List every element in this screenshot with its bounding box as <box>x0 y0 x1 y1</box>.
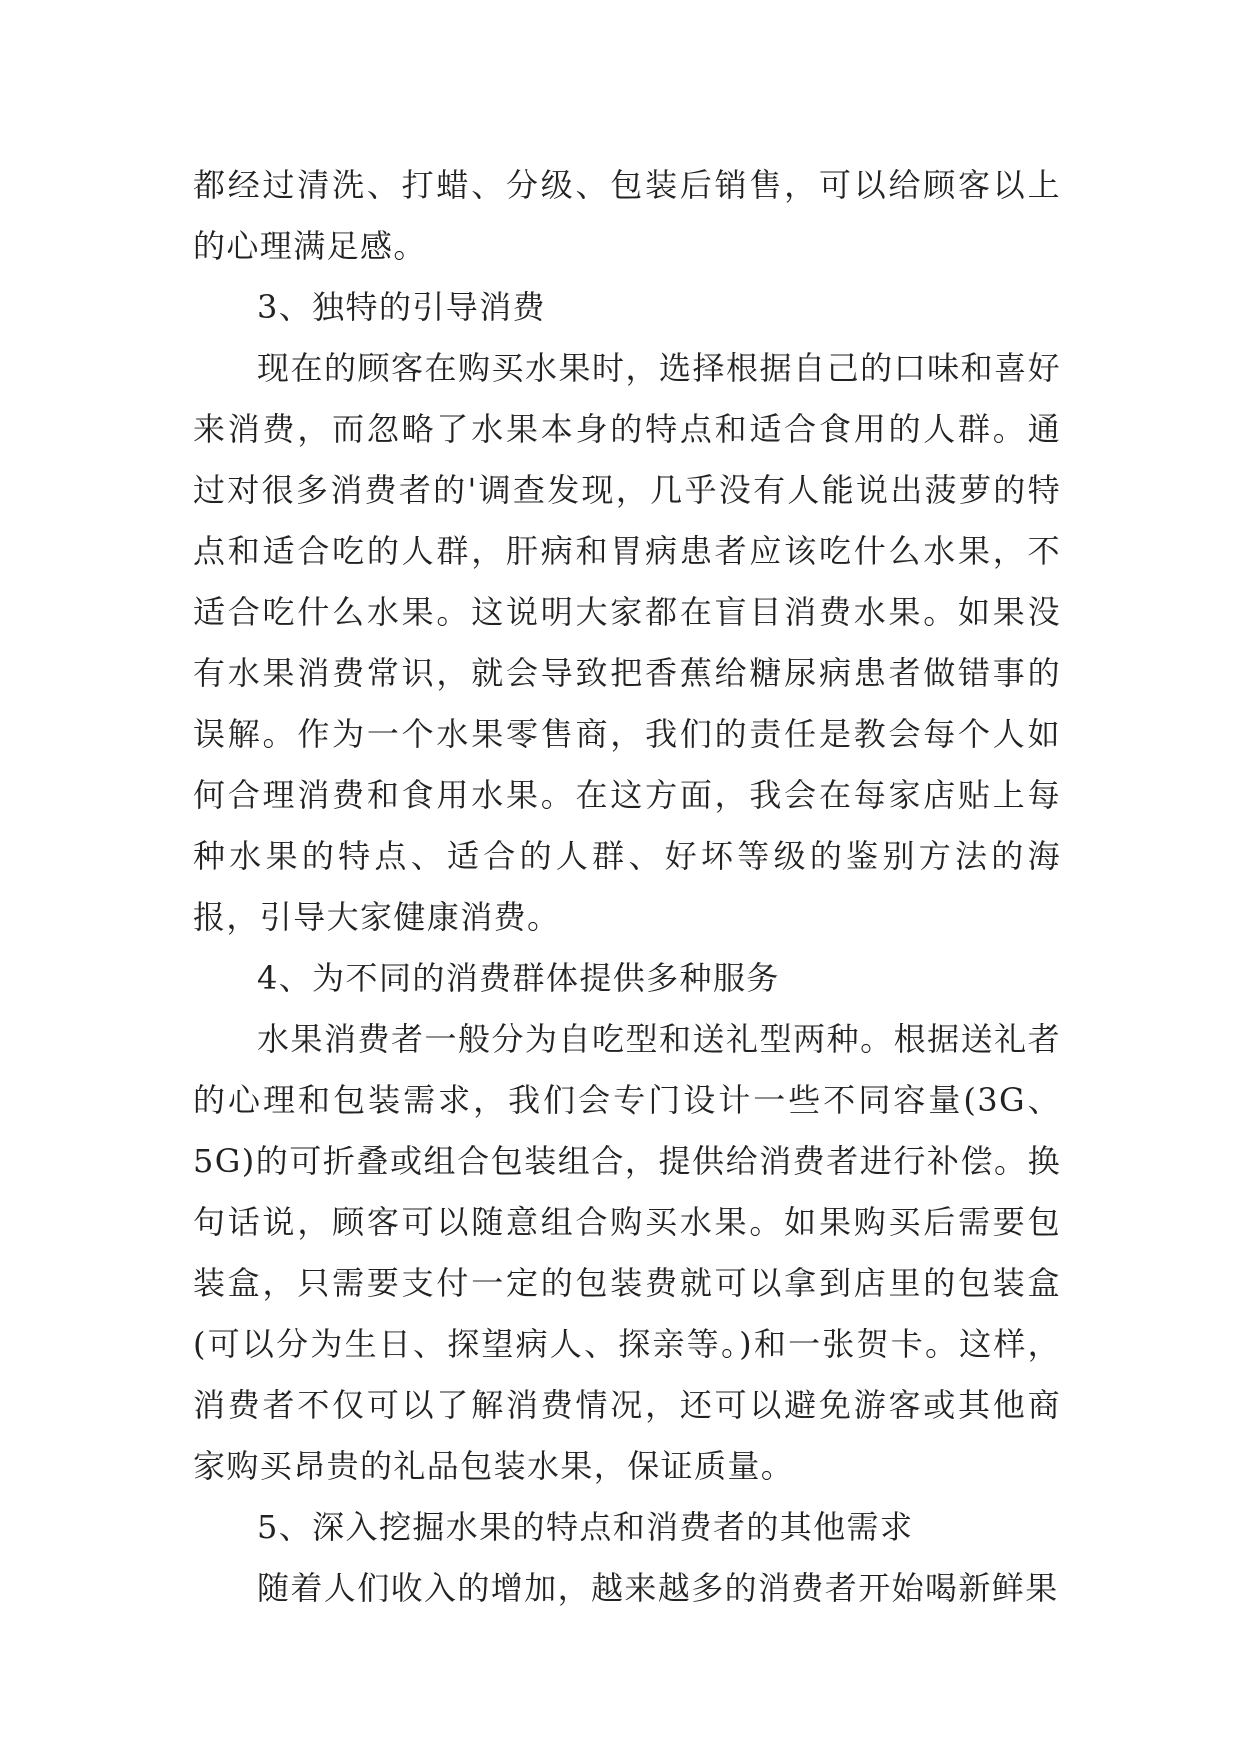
paragraph-guided-consumption: 现在的顾客在购买水果时，选择根据自己的口味和喜好来消费，而忽略了水果本身的特点和适合食用的人群。通过对很多消费者的'调查发现，几乎没有人能说出菠萝的特点和适合吃的人群，肝病和胃病患者应该吃什么水果，不适合吃什么水果。这说明大家都在盲目消费水果。如果没有水果消费常识，就会导致把香蕉给糖尿病患者做错事的误解。作为一个水果零售商，我们的责任是教会每个人如何合理消费和食用水果。在这方面，我会在每家店贴上每种水果的特点、适合的人群、好坏等级的鉴别方法的海报，引导大家健康消费。 <box>193 349 1061 936</box>
paragraph-fresh-juice: 随着人们收入的增加，越来越多的消费者开始喝新鲜果 <box>257 1569 1059 1607</box>
section-heading-3: 3、独特的引导消费 <box>257 288 546 326</box>
paragraph-continuation: 都经过清洗、打蜡、分级、包装后销售，可以给顾客以上的心理满足感。 <box>193 166 1061 265</box>
section-heading-4: 4、为不同的消费群体提供多种服务 <box>257 959 780 997</box>
paragraph-services: 水果消费者一般分为自吃型和送礼型两种。根据送礼者的心理和包装需求，我们会专门设计一些不同容量(3G、5G)的可折叠或组合包装组合，提供给消费者进行补偿。换句话说，顾客可以随意组合购买水果。如果购买后需要包装盒，只需要支付一定的包装费就可以拿到店里的包装盒(可以分为生日、探望病人、探亲等。)和一张贺卡。这样，消费者不仅可以了解消费情况，还可以避免游客或其他商家购买昂贵的礼品包装水果，保证质量。 <box>193 1020 1061 1485</box>
body-text <box>193 155 1061 1619</box>
section-heading-5: 5、深入挖掘水果的特点和消费者的其他需求 <box>257 1508 914 1546</box>
